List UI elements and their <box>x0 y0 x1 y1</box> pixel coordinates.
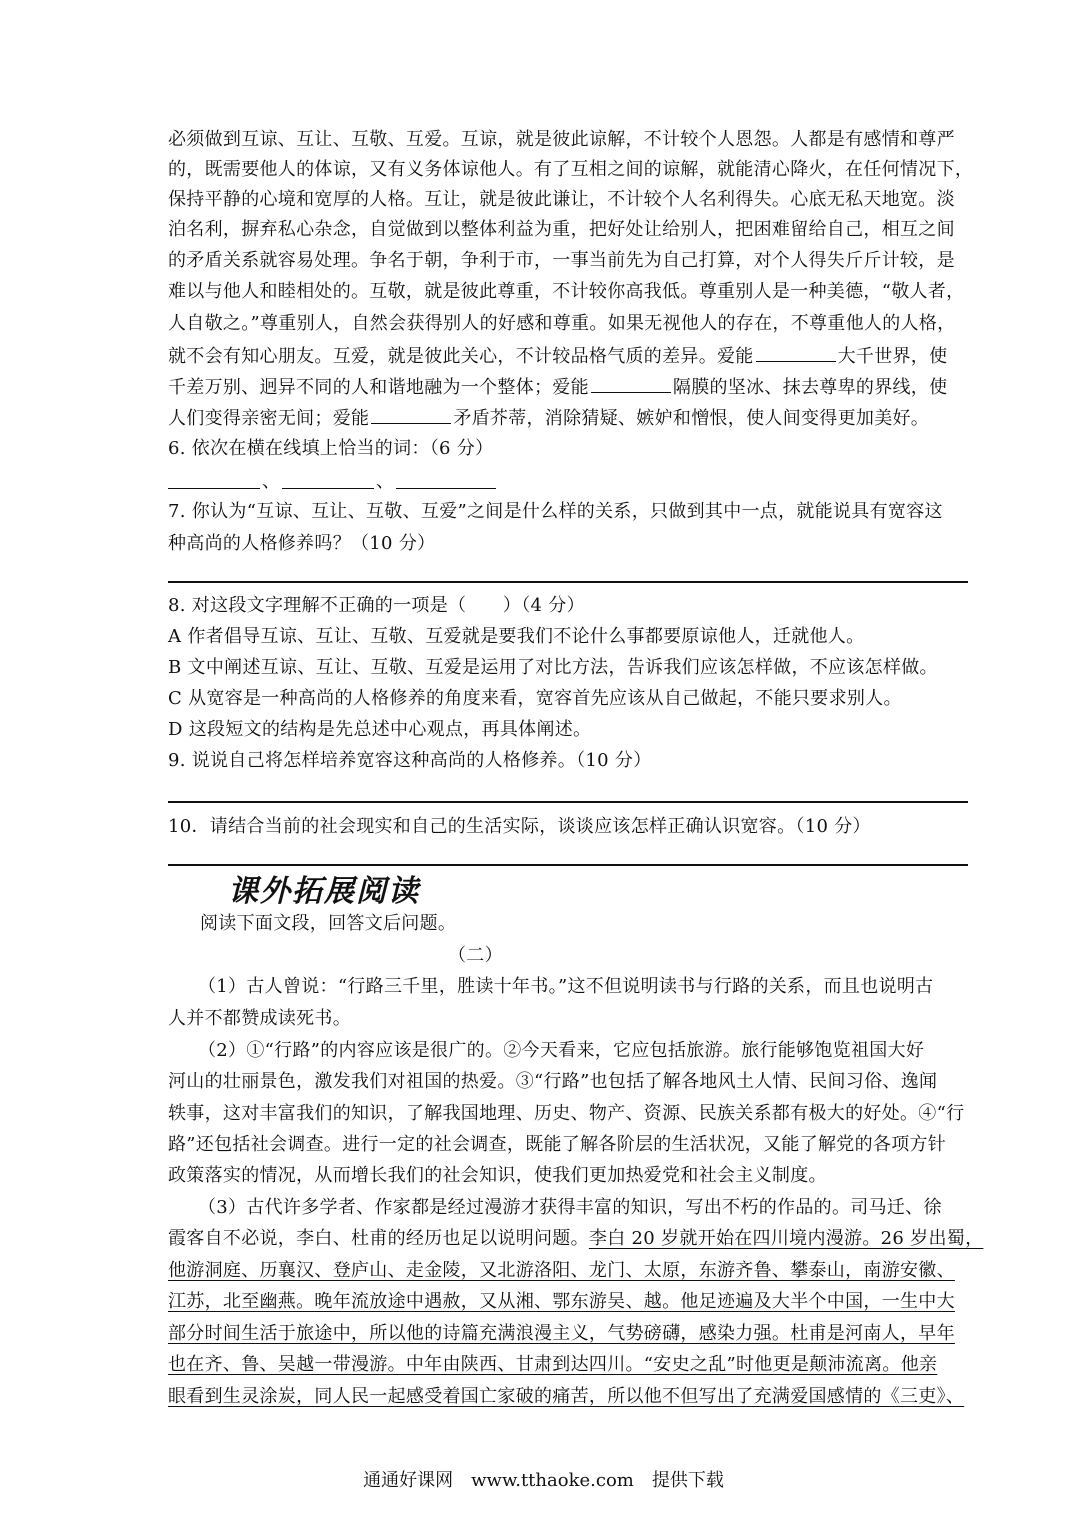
passage-line: （2）①“行路”的内容应该是很广的。②今天看来，它应包括旅游。旅行能够饱览祖国大好 <box>198 1040 925 1061</box>
passage-line: 必须做到互谅、互让、互敬、互爱。互谅，就是彼此谅解，不计较个人恩怨。人都是有感情和尊严 <box>168 129 955 150</box>
underlined-line: 眼看到生灵涂炭，同人民一起感受着国亡家破的痛苦，所以他不但写出了充满爱国感情的《三吏》、 <box>168 1386 965 1407</box>
option-c: C 从宽容是一种高尚的人格修养的角度来看，宽容首先应该从自己做起，不能只要求别人。 <box>168 688 902 709</box>
underlined-text: 李白 20 岁就开始在四川境内漫游。26 岁出蜀， <box>588 1228 984 1249</box>
passage-text: 大千世界，使 <box>837 346 948 367</box>
passage-line: 保持平静的心境和宽厚的人格。互让，就是彼此谦让，不计较个人名利得失。心底无私天地宽。淡 <box>168 189 955 210</box>
passage-line: 政策落实的情况，从而增长我们的社会知识，使我们更加热爱党和社会主义制度。 <box>168 1165 827 1186</box>
passage-line <box>168 374 968 400</box>
passage-text: 矛盾芥蒂，消除猜疑、嫉妒和憎恨，使人间变得更加美好。 <box>453 408 930 429</box>
question-6: 6. 依次在横在线填上恰当的词：（6 分） <box>168 438 494 459</box>
section-subtitle: （二） <box>448 945 503 966</box>
section-instruction: 阅读下面文段，回答文后问题。 <box>200 913 457 934</box>
passage-line <box>168 1227 984 1251</box>
passage-line: 人自敬之。”尊重别人，自然会获得别人的好感和尊重。如果无视他人的存在，不尊重他人的人格， <box>168 313 956 334</box>
passage-text: 人们变得亲密无间；爱能 <box>168 408 370 429</box>
passage-line: 难以与他人和睦相处的。互敬，就是彼此尊重，不计较你高我低。尊重别人是一种美德，“敬人者， <box>168 281 965 302</box>
passage-text: 霞客自不必说，李白、杜甫的经历也足以说明问题。 <box>168 1228 589 1249</box>
passage-text: 就不会有知心朋友。互爱，就是彼此关心，不计较品格气质的差异。爱能 <box>168 346 754 367</box>
question-7: 7. 你认为“互谅、互让、互敬、互爱”之间是什么样的关系，只做到其中一点，就能说具有宽容这 <box>168 501 943 522</box>
passage-line: （3）古代许多学者、作家都是经过漫游才获得丰富的知识，写出不朽的作品的。司马迁、徐 <box>198 1197 942 1218</box>
passage-line <box>168 343 968 369</box>
passage-line: 路”还包括社会调查。进行一定的社会调查，既能了解各阶层的生活状况，又能了解党的各项方针 <box>168 1134 947 1155</box>
passage-line: 的矛盾关系就容易处理。争名于朝，争利于市，一事当前先为自己打算，对个人得失斤斤计较，是 <box>168 250 955 271</box>
question-10: 10．请结合当前的社会现实和自己的生活实际，谈谈应该怎样正确认识宽容。（10 分） <box>168 816 871 837</box>
answer-line-q9[interactable] <box>168 801 968 803</box>
underlined-line: 江苏，北至幽燕。晚年流放途中遇赦，又从湘、鄂东游吴、越。他足迹遍及大半个中国，一生中大 <box>168 1291 955 1312</box>
passage-text: 千差万别、迥异不同的人和谐地融为一个整体；爱能 <box>168 377 589 398</box>
section-heading: 课外拓展阅读 <box>228 874 420 909</box>
question-8: 8. 对这段文字理解不正确的一项是（ ）（4 分） <box>168 595 585 616</box>
page-footer: 通通好课网 www.tthaoke.com 提供下载 <box>363 1470 724 1491</box>
answer-blank-q6-3[interactable] <box>396 488 496 489</box>
passage-line: （1）古人曾说：“行路三千里，胜读十年书。”这不但说明读书与行路的关系，而且也说明古 <box>198 976 934 997</box>
passage-line: 泊名利，摒弃私心杂念，自觉做到以整体利益为重，把好处让给别人，把困难留给自己，相互之间 <box>168 219 955 240</box>
underlined-line: 也在齐、鲁、吴越一带漫游。中年由陕西、甘肃到达四川。“安史之乱”时他更是颠沛流离。他亲 <box>168 1354 938 1375</box>
underlined-line: 他游洞庭、历襄汉、登庐山、走金陵，又北游洛阳、龙门、太原，东游齐鲁、攀泰山，南游安徽、 <box>168 1260 955 1281</box>
passage-line: 轶事，这对丰富我们的知识，了解我国地理、历史、物产、资源、民族关系都有极大的好处。④“行 <box>168 1103 965 1124</box>
fill-blank-3[interactable] <box>371 405 451 424</box>
passage-line: 人并不都赞成读死书。 <box>168 1008 351 1029</box>
passage-line: 的，既需要他人的体谅，又有义务体谅他人。有了互相之间的谅解，就能清心降火，在任何情况下， <box>168 159 974 180</box>
separator: 、 <box>262 471 281 492</box>
option-d: D 这段短文的结构是先总述中心观点，再具体阐述。 <box>168 719 592 740</box>
answer-blank-q6-2[interactable] <box>282 488 374 489</box>
answer-blank-q6-1[interactable] <box>168 488 260 489</box>
option-a: A 作者倡导互谅、互让、互敬、互爱就是要我们不论什么事都要原谅他人，迁就他人。 <box>168 626 865 647</box>
passage-line <box>168 405 968 431</box>
fill-blank-1[interactable] <box>756 343 836 362</box>
question-7: 种高尚的人格修养吗？（10 分） <box>168 533 436 554</box>
answer-line-q7[interactable] <box>168 581 968 583</box>
fill-blank-2[interactable] <box>591 374 671 393</box>
underlined-line: 部分时间生活于旅途中，所以他的诗篇充满浪漫主义，气势磅礴，感染力强。杜甫是河南人，早年 <box>168 1323 955 1344</box>
question-9: 9. 说说自己将怎样培养宽容这种高尚的人格修养。（10 分） <box>168 750 652 771</box>
passage-line: 河山的壮丽景色，激发我们对祖国的热爱。③“行路”也包括了解各地风土人情、民间习俗、逸闻 <box>168 1071 938 1092</box>
passage-text: 隔膜的坚冰、抹去尊卑的界线，使 <box>672 377 948 398</box>
option-b: B 文中阐述互谅、互让、互敬、互爱是运用了对比方法，告诉我们应该怎样做，不应该怎样做。 <box>168 657 938 678</box>
separator: 、 <box>376 471 395 492</box>
